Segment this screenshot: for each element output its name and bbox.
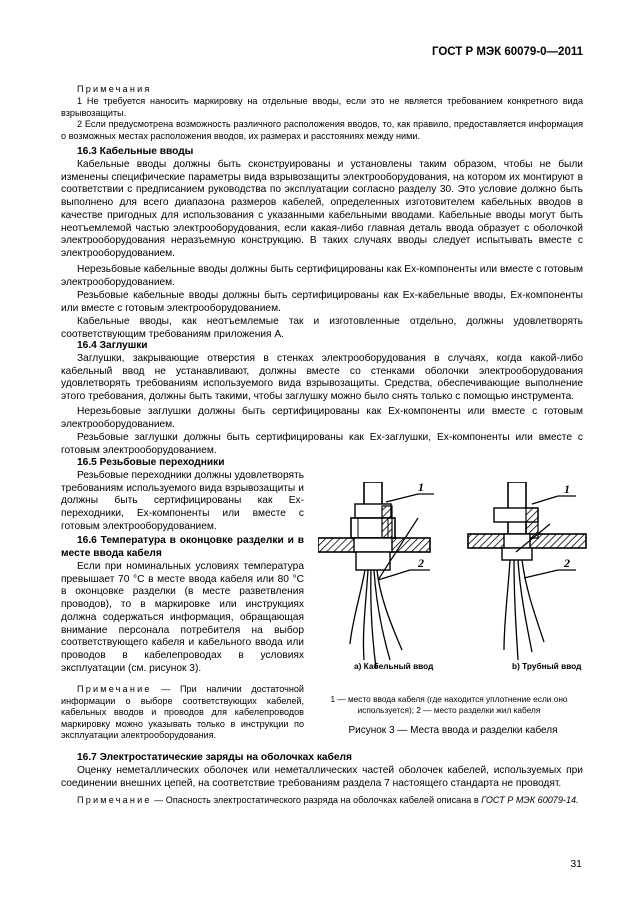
figure-label-a: а) Кабельный ввод: [354, 661, 434, 671]
note-2: 2 Если предусмотрена возможность различного расположения вводов, то, как правило, предоставляется информация о возможных местах расположения вводов, их размерах и расстояниях между ними.: [61, 119, 583, 141]
document-header-standard: ГОСТ Р МЭК 60079-0—2011: [431, 46, 583, 58]
section-16-7-title: 16.7 Электростатические заряды на оболочках кабеля: [77, 752, 352, 763]
section-16-7-p1: Оценку неметаллических оболочек или неметаллических частей оболочек кабелей, используемых при соединении внешних цепей, на соответствие требованиям раздела 7 настоящего стандарта не проводят.: [61, 765, 583, 789]
figure-3-drawing: [318, 482, 588, 672]
figure-a-marker-2: 2: [418, 556, 424, 570]
figure-3-legend: 1 — место ввода кабеля (где находится уплотнение если оно используется); 2 — место разделки жил кабеля: [330, 694, 568, 715]
section-16-7-note-text: — Опасность электростатического разряда на оболочках кабелей описана в: [151, 795, 482, 805]
section-16-4-title: 16.4 Заглушки: [77, 340, 148, 351]
section-16-6-note: [61, 684, 304, 742]
figure-3-caption: Рисунок 3 — Места ввода и разделки кабеля: [348, 725, 558, 736]
conduit-entry-drawing: [468, 482, 586, 660]
section-16-6-note-label: Примечание: [77, 684, 152, 694]
section-16-5-p1: Резьбовые переходники должны удовлетворять требованиям используемого вида взрывозащиты и должны быть сертифицированы как Ех-переходники, Ех-компоненты или вместе с готовым электрооборудованием.: [61, 470, 304, 532]
section-16-3-p3: Резьбовые кабельные вводы должны быть сертифицированы как Ех-кабельные вводы, Ех-компоненты или вместе с готовым электрооборудованием.: [61, 290, 583, 314]
figure-3: [318, 482, 588, 672]
note-1: 1 Не требуется наносить маркировку на отдельные вводы, если это не является требованием конкретного вида взрывозащиты.: [61, 96, 583, 118]
figure-a-marker-1: 1: [418, 480, 424, 494]
section-16-6-p1: Если при номинальных условиях температура превышает 70 °С в месте ввода кабеля или 80 °С в оконцовке разделки (в месте разветвления проводов), то в маркировке или инструкциях должна содержаться информация, обращающая внимание персонала потребителя на выбор соответствующего кабеля и кабельного ввода или проводов в кабелепроводах в условиях эксплуатации (см. рисунок 3).: [61, 561, 304, 674]
section-16-6-note-text: — При наличии достаточной информации о выборе соответствующих кабелей, кабельных вводов и проводов для кабелепроводов маркировку можно указывать только в инструкции по эксплуатации электрооборудования.: [61, 684, 304, 741]
section-16-3-p4: Кабельные вводы, как неотъемлемые так и изготовленные отдельно, должны удовлетворять соответствующим требованиям приложения А.: [61, 316, 583, 340]
figure-b-marker-2: 2: [564, 556, 570, 570]
section-16-7-note: [61, 795, 583, 807]
section-16-7-note-ref: ГОСТ Р МЭК 60079-14.: [481, 795, 579, 805]
figure-label-b: b) Трубный ввод: [512, 661, 582, 671]
notes-label: Примечания: [77, 84, 152, 94]
section-16-3-title: 16.3 Кабельные вводы: [77, 146, 194, 157]
section-16-5-title: 16.5 Резьбовые переходники: [77, 457, 225, 468]
section-16-3-p2: Нерезьбовые кабельные вводы должны быть сертифицированы как Ех-компоненты или вместе с готовым электрооборудованием.: [61, 264, 583, 288]
figure-b-marker-1: 1: [564, 482, 570, 496]
section-16-6-title: 16.6 Температура в оконцовке разделки и в месте ввода кабеля: [61, 535, 304, 559]
section-16-4-p1: Заглушки, закрывающие отверстия в стенках электрооборудования в случаях, когда какой-либо кабельный ввод не устанавливают, должны вместе со стенками оболочки электрооборудования удовлетворять требованиям используемого вида взрывозащиты. Средства, обеспечивающие выполнение этого требования, должны быть такими, чтобы заглушку можно было снять только с помощью инструмента.: [61, 353, 583, 403]
section-16-4-p2: Нерезьбовые заглушки должны быть сертифицированы как Ех-компоненты или вместе с готовым электрооборудованием.: [61, 406, 583, 430]
page-number: 31: [570, 858, 582, 870]
section-16-7-note-label: Примечание: [77, 795, 152, 805]
section-16-3-p1: Кабельные вводы должны быть сконструированы и установлены таким образом, чтобы не были изменены специфические параметры вида взрывозащиты электрооборудования, на котором их монтируют в соответствии с предписанием руководства по эксплуатации согласно разделу 30. Это условие должно быть выполнено для всего диапазона размеров кабелей, определенных изготовителем кабельных вводов в качестве пригодных для использования с указанными кабельными вводами. Кабельные вводы могут быть неотъемлемой частью электрооборудования, если какая-либо главная деталь ввода образует с оболочкой электрооборудования неразъемную конструкцию. В таких случаях вводы следует испытывать вместе с электрооборудованием.: [61, 159, 583, 259]
cable-gland-drawing: [318, 482, 434, 668]
section-16-4-p3: Резьбовые заглушки должны быть сертифицированы как Ех-заглушки, Ех-компоненты или вместе с готовым электрооборудованием.: [61, 432, 583, 456]
